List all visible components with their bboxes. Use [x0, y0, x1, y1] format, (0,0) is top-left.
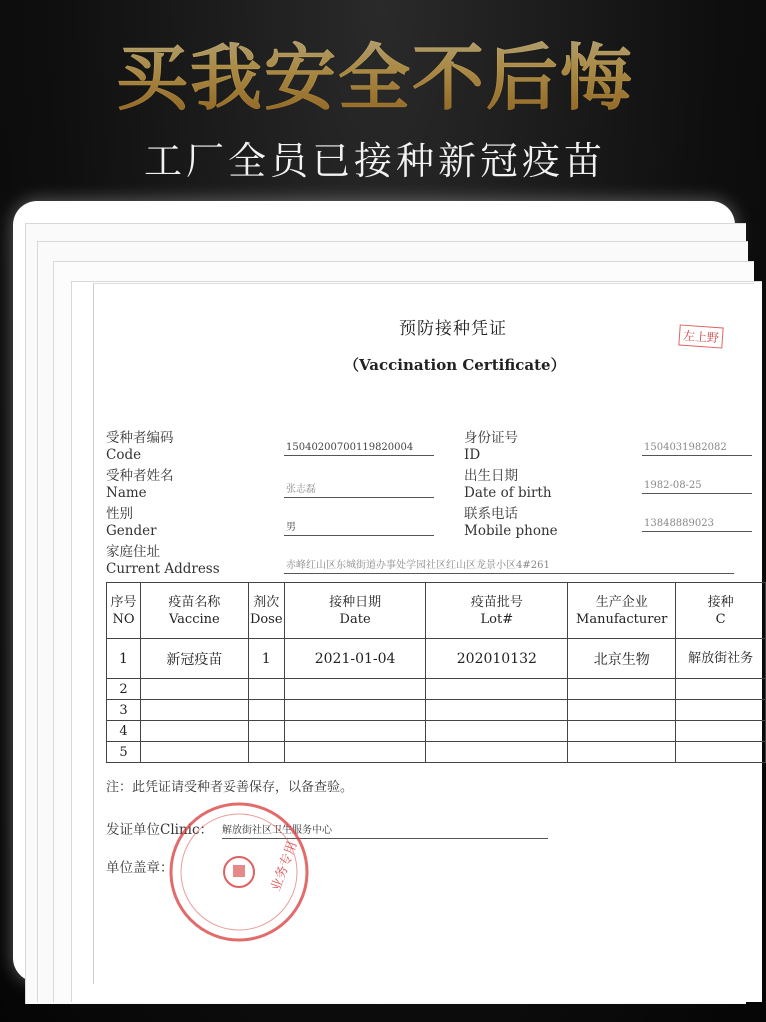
- name-label: 受种者姓名 Name: [106, 468, 174, 501]
- clinic-value: 解放街社区卫生服务中心: [222, 821, 548, 839]
- header-manufacturer: 生产企业 Manufacturer: [568, 583, 676, 639]
- certificate-title-cn: 预防接种凭证: [399, 319, 507, 339]
- phone-label: 联系电话 Mobile phone: [464, 506, 558, 539]
- vaccination-table: [106, 582, 766, 763]
- seal-text: 业务专用: [268, 839, 301, 894]
- table-row: [107, 721, 766, 742]
- cell-no: 5: [107, 742, 141, 763]
- storage-note: 注：此凭证请受种者妥善保存，以备查验。: [106, 780, 354, 795]
- header-vaccine: 疫苗名称 Vaccine: [140, 583, 248, 639]
- header-clinic: 接种 C: [676, 583, 766, 639]
- code-label: 受种者编码 Code: [106, 430, 174, 463]
- certificate-title-en: （Vaccination Certificate）: [344, 356, 566, 374]
- clinic-label: 发证单位Clinic：: [106, 822, 214, 838]
- header-lot: 疫苗批号 Lot#: [426, 583, 568, 639]
- cell-no: 1: [107, 639, 141, 679]
- gender-label: 性别 Gender: [106, 506, 157, 539]
- address-value: 赤峰红山区东城街道办事处学园社区红山区龙景小区4#261: [284, 556, 734, 574]
- name-value: 张志磊: [284, 480, 434, 498]
- header-dose: 剂次 Dose: [248, 583, 284, 639]
- birth-label: 出生日期 Date of birth: [464, 468, 552, 501]
- certificate-card: [13, 201, 754, 982]
- id-label: 身份证号 ID: [464, 430, 518, 463]
- phone-value: 13848889023: [642, 518, 752, 532]
- cell-no: 3: [107, 700, 141, 721]
- cell-manufacturer: 北京生物: [568, 639, 676, 679]
- table-row: [107, 700, 766, 721]
- seal-label: 单位盖章：: [106, 860, 174, 876]
- cell-vaccine: 新冠疫苗: [140, 639, 248, 679]
- code-value: 15040200700119820004: [284, 442, 434, 456]
- id-value: 1504031982082: [642, 442, 752, 456]
- birth-value: 1982-08-25: [642, 480, 752, 494]
- header-date: 接种日期 Date: [284, 583, 426, 639]
- cell-lot: 202010132: [426, 639, 568, 679]
- subheadline: 工厂全员已接种新冠疫苗: [143, 139, 606, 183]
- table-row: [107, 742, 766, 763]
- table-row: [107, 639, 766, 679]
- cell-date: 2021-01-04: [284, 639, 426, 679]
- table-row: [107, 679, 766, 700]
- cell-dose: 1: [248, 639, 284, 679]
- official-seal-icon: [164, 797, 314, 947]
- gender-value: 男: [284, 518, 434, 536]
- vaccination-certificate: [93, 283, 754, 984]
- cell-no: 4: [107, 721, 141, 742]
- cell-no: 2: [107, 679, 141, 700]
- headline: 买我安全不后悔: [0, 20, 750, 124]
- address-label: 家庭住址 Current Address: [106, 544, 220, 577]
- cell-clinic: 解放街社务: [676, 639, 766, 679]
- table-header-row: [107, 583, 766, 639]
- corner-stamp: 左上野: [678, 324, 723, 348]
- header-no: 序号 NO: [107, 583, 141, 639]
